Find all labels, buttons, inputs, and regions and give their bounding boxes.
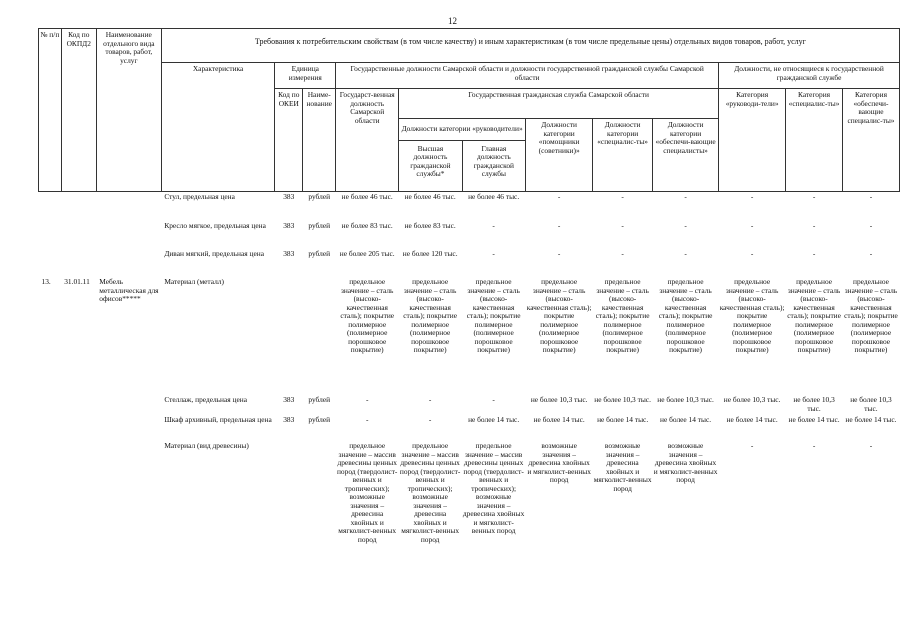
row-value-cell: - xyxy=(365,415,369,425)
row-value-cell: предельное значение – сталь (высоко-качественная сталь); покрытие полимерное (полимерное порошковое покрытие) xyxy=(787,277,841,355)
row-value-cell: - xyxy=(684,221,687,231)
row-okei-code: 383 xyxy=(283,249,295,259)
row-value-cell: не более 83 тыс. xyxy=(404,221,456,231)
row-item-name: Мебель металлическая для офисов***** xyxy=(99,277,159,304)
row-unit-name: рублей xyxy=(308,395,331,405)
row-value-cell: - xyxy=(621,191,624,201)
row-okpd-code: 31.01.11 xyxy=(64,277,90,287)
row-okei-code: 383 xyxy=(283,415,295,425)
row-value-cell: - xyxy=(750,249,754,259)
row-value-cell: - xyxy=(750,191,754,201)
row-value-cell: - xyxy=(750,441,754,451)
row-value-cell: - xyxy=(812,221,816,231)
row-value-cell: предельное значение – сталь (высоко-качественная сталь); покрытие полимерное (полимерное порошковое покрытие) xyxy=(340,277,395,355)
col-okpd: Код по ОКПД2 xyxy=(61,29,96,192)
row-unit-name xyxy=(303,441,336,591)
row-value-cell: - xyxy=(684,191,687,201)
col-support: Должности категории «обеспечи-вающие специалисты» xyxy=(653,119,719,192)
table-row xyxy=(39,395,900,415)
row-value-cell: - xyxy=(428,395,432,405)
row-value-cell: предельное значение – сталь (высоко-качественная сталь); покрытие полимерное (полимерное порошковое покрытие) xyxy=(658,277,713,355)
row-num xyxy=(39,191,62,221)
row-item-name xyxy=(96,441,161,591)
row-value-cell: - xyxy=(869,249,873,259)
row-value-cell: не более 83 тыс. xyxy=(341,221,393,231)
row-value-cell: предельное значение – массив древесины ценных пород (твердолист-венных и тропических); возможные значения – древесина хвойных и мягколист-венных пород xyxy=(399,441,461,544)
col-item-name: Наименование отдельного вида товаров, работ, услуг xyxy=(96,29,161,192)
row-value-cell: предельное значение – сталь (высоко-качественная сталь); покрытие полимерное (полимерное порошковое покрытие) xyxy=(403,277,458,355)
row-value-cell: не более 46 тыс. xyxy=(341,191,393,201)
row-value-cell: возможные значения – древесина хвойных и мягколист-венных пород xyxy=(527,441,591,485)
col-non-gov: Должности, не относящиеся к государственной гражданской службе xyxy=(719,63,900,89)
row-okpd-code xyxy=(61,191,96,221)
row-item-name xyxy=(96,221,161,249)
col-unit: Единица измерения xyxy=(275,63,336,89)
row-value-cell: - xyxy=(621,249,624,259)
row-num xyxy=(39,415,62,441)
row-value-cell: не более 10,3 тыс. xyxy=(850,395,892,413)
col-cat-support: Категория «обеспечи-вающие специалис-ты» xyxy=(842,89,899,192)
row-value-cell: возможные значения – древесина хвойных и мягколист-венных пород xyxy=(593,441,652,493)
row-value-cell: - xyxy=(869,441,873,451)
row-value-cell: предельное значение – сталь (высоко-качественная сталь); покрытие полимерное (полимерное порошковое покрытие) xyxy=(844,277,898,355)
row-okpd-code xyxy=(61,221,96,249)
row-value-cell: предельное значение – сталь (высоко-качественная сталь); покрытие полимерное (полимерное порошковое покрытие) xyxy=(526,277,592,355)
row-value-cell: не более 14 тыс. xyxy=(788,415,840,425)
row-value-cell: предельное значение – сталь (высоко-качественная сталь); покрытие полимерное (полимерное порошковое покрытие) xyxy=(466,277,521,355)
col-unit-code: Код по ОКЕИ xyxy=(275,89,303,192)
col-requirements: Требования к потребительским свойствам (в том числе качеству) и иным характеристикам (в том числе предельные цены) отдельных видов товаров, работ, услуг xyxy=(161,29,899,63)
row-okpd-code xyxy=(61,395,96,415)
row-characteristic: Диван мягкий, предельная цена xyxy=(164,249,264,259)
row-num xyxy=(39,249,62,277)
row-value-cell: предельное значение – сталь (высоко-качественная сталь); покрытие полимерное (полимерное порошковое покрытие) xyxy=(719,277,785,355)
row-okei-code xyxy=(275,441,303,591)
table-row xyxy=(39,441,900,591)
row-num: 13. xyxy=(41,277,51,287)
row-value-cell: - xyxy=(365,395,369,405)
col-cat-leaders: Категория «руководи-тели» xyxy=(719,89,786,192)
row-value-cell: - xyxy=(492,221,495,231)
table-row xyxy=(39,249,900,277)
table-row xyxy=(39,277,900,395)
row-value-cell: - xyxy=(492,249,495,259)
row-okpd-code xyxy=(61,415,96,441)
row-value-cell: - xyxy=(621,221,624,231)
col-leaders-category: Должности категории «руководители» xyxy=(399,119,525,141)
row-value-cell: - xyxy=(557,191,561,201)
row-value-cell: - xyxy=(869,191,873,201)
col-cat-specialists: Категория «специалис-ты» xyxy=(786,89,843,192)
page-number: 12 xyxy=(448,16,457,26)
row-item-name xyxy=(96,415,161,441)
row-characteristic: Стеллаж, предельная цена xyxy=(164,395,247,405)
col-highest: Высшая должность гражданской службы* xyxy=(399,141,462,191)
col-assistants: Должности категории «помощники (советники)» xyxy=(526,119,593,192)
row-unit-name: рублей xyxy=(308,191,331,201)
row-value-cell: не более 10,3 тыс. xyxy=(657,395,714,405)
table-row xyxy=(39,191,900,221)
row-value-cell: не более 14 тыс. xyxy=(660,415,712,425)
row-unit-name: рублей xyxy=(308,221,331,231)
row-num xyxy=(39,221,62,249)
row-characteristic: Стул, предельная цена xyxy=(164,191,235,201)
row-value-cell: не более 46 тыс. xyxy=(404,191,456,201)
row-characteristic: Шкаф архивный, предельная цена xyxy=(164,415,272,425)
row-item-name xyxy=(96,249,161,277)
row-value-cell: не более 14 тыс. xyxy=(468,415,520,425)
row-okei-code: 383 xyxy=(283,221,295,231)
row-value-cell: - xyxy=(869,221,873,231)
row-item-name xyxy=(96,191,161,221)
table-row xyxy=(39,415,900,441)
col-civil-service: Государственная гражданская служба Самарской области xyxy=(399,89,719,119)
col-specialists: Должности категории «специалис-ты» xyxy=(593,119,653,192)
row-value-cell: не более 205 тыс. xyxy=(339,249,395,259)
table-body xyxy=(39,191,900,591)
row-okei-code: 383 xyxy=(283,395,295,405)
row-value-cell: - xyxy=(557,249,561,259)
table-row xyxy=(39,221,900,249)
row-okpd-code xyxy=(61,441,96,591)
row-unit-name xyxy=(303,277,336,395)
row-value-cell: не более 10,3 тыс. xyxy=(594,395,651,405)
col-unit-name: Наиме-нование xyxy=(303,89,336,192)
col-gov-positions: Государственные должности Самарской области и должности государственной гражданской службы Самарской области xyxy=(336,63,719,89)
row-value-cell: не более 14 тыс. xyxy=(533,415,585,425)
row-characteristic: Материал (вид древесины) xyxy=(164,441,249,451)
row-value-cell: - xyxy=(492,395,495,405)
row-okei-code: 383 xyxy=(283,191,295,201)
row-okpd-code xyxy=(61,249,96,277)
row-value-cell: предельное значение – массив древесины ценных пород (твердолист-венных и тропических); возможные значения – древесина хвойных и мягколист-венных пород xyxy=(462,441,525,536)
row-value-cell: не более 10,3 тыс. xyxy=(530,395,588,405)
row-value-cell: - xyxy=(684,249,687,259)
row-value-cell: не более 14 тыс. xyxy=(597,415,649,425)
row-value-cell: возможные значения – древесина хвойных и мягколист-венных пород xyxy=(653,441,718,485)
row-characteristic: Материал (металл) xyxy=(164,277,224,287)
col-leaders-group xyxy=(399,119,526,192)
row-num xyxy=(39,395,62,415)
col-num: № п/п xyxy=(39,29,62,192)
row-value-cell: предельное значение – сталь (высоко-качественная сталь); покрытие полимерное (полимерное порошковое покрытие) xyxy=(595,277,650,355)
row-value-cell: - xyxy=(812,191,816,201)
row-value-cell: - xyxy=(812,441,816,451)
row-okei-code xyxy=(275,277,303,395)
row-value-cell: не более 120 тыс. xyxy=(402,249,458,259)
col-characteristic: Характеристика xyxy=(161,63,275,192)
row-value-cell: - xyxy=(750,221,754,231)
row-value-cell: предельное значение – массив древесины ценных пород (твердолист-венных и тропических); возможные значения – древесина хвойных и мягколист-венных пород xyxy=(336,441,398,544)
row-value-cell: не более 14 тыс. xyxy=(726,415,778,425)
row-unit-name: рублей xyxy=(308,415,331,425)
row-value-cell: не более 10,3 тыс. xyxy=(723,395,781,405)
col-main: Главная должность гражданской службы xyxy=(473,143,514,179)
row-value-cell: не более 46 тыс. xyxy=(468,191,520,201)
table-header xyxy=(39,29,900,192)
row-unit-name: рублей xyxy=(308,249,331,259)
row-value-cell: - xyxy=(557,221,561,231)
row-item-name xyxy=(96,395,161,415)
row-value-cell: не более 10,3 тыс. xyxy=(793,395,835,413)
col-gov-position: Государст-венная должность Самарской области xyxy=(336,89,399,192)
row-value-cell: - xyxy=(812,249,816,259)
row-num xyxy=(39,441,62,591)
row-characteristic: Кресло мягкое, предельная цена xyxy=(164,221,266,231)
requirements-table xyxy=(38,28,900,591)
row-value-cell: не более 14 тыс. xyxy=(845,415,897,425)
row-value-cell: - xyxy=(428,415,432,425)
